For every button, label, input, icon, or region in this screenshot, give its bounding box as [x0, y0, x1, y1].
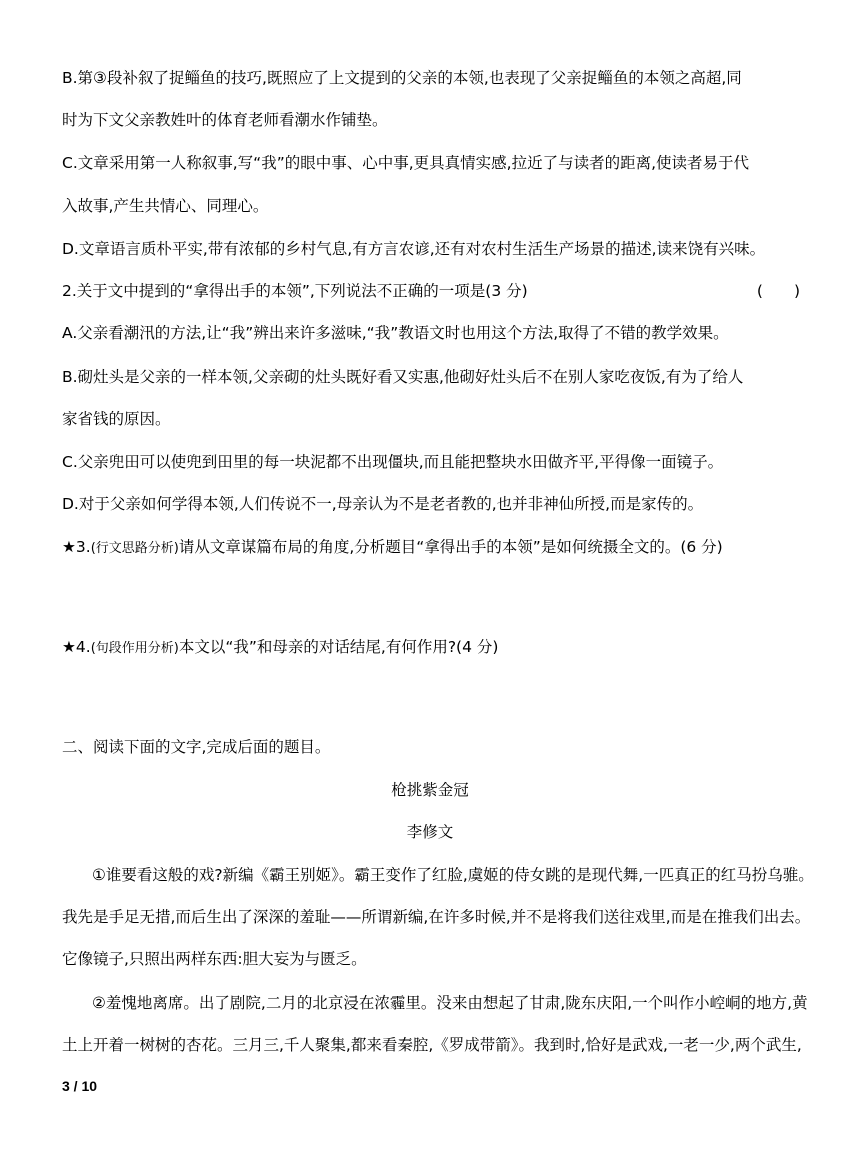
question-3 — [62, 537, 816, 559]
question-4-text: 本文以“我”和母亲的对话结尾,有何作用?(4 分) — [178, 638, 499, 656]
question-type-label: (行文思路分析) — [90, 541, 179, 556]
option-b-line1: B.第③段补叙了捉鲻鱼的技巧,既照应了上文提到的父亲的本领,也表现了父亲捉鲻鱼的本领之高超,同 — [62, 69, 742, 87]
option-b-line2: 时为下文父亲教姓叶的体育老师看潮水作铺垫。 — [62, 111, 388, 129]
q2-option-a: A.父亲看潮汛的方法,让“我”辨出来许多滋味,“我”教语文时也用这个方法,取得了不错的教学效果。 — [62, 324, 729, 342]
paragraph-1-line1: ①谁要看这般的戏?新编《霸王别姬》。霸王变作了红脸,虞姬的侍女跳的是现代舞,一匹真正的红马扮乌骓。 — [92, 866, 814, 884]
paragraph-2-line2: 土上开着一树树的杏花。三月三,千人聚集,都来看秦腔,《罗成带箭》。我到时,恰好是武戏,一老一少,两个武生, — [62, 1036, 802, 1054]
option-c-line1: C.文章采用第一人称叙事,写“我”的眼中事、心中事,更具真情实感,拉近了与读者的距离,使读者易于代 — [62, 154, 750, 172]
paragraph-1-line2: 我先是手足无措,而后生出了深深的羞耻——所谓新编,在许多时候,并不是将我们送往戏里,而是在推我们出去。 — [62, 908, 811, 926]
article-author: 李修文 — [406, 823, 454, 841]
paragraph-2-line1: ②羞愧地离席。出了剧院,二月的北京浸在浓霾里。没来由想起了甘肃,陇东庆阳,一个叫作小崆峒的地方,黄 — [92, 994, 808, 1012]
q2-option-c: C.父亲兜田可以使兜到田里的每一块泥都不出现僵块,而且能把整块水田做齐平,平得像一面镜子。 — [62, 453, 724, 471]
question-type-label: (句段作用分析) — [90, 641, 179, 656]
section-heading: 二、阅读下面的文字,完成后面的题目。 — [62, 738, 331, 756]
option-d-line1: D.文章语言质朴平实,带有浓郁的乡村气息,有方言农谚,还有对农村生活生产场景的描述,读来饶有兴味。 — [62, 240, 766, 258]
q2-option-b-line1: B.砌灶头是父亲的一样本领,父亲砌的灶头既好看又实惠,他砌好灶头后不在别人家吃夜饭,有为了给人 — [62, 368, 744, 386]
question-4 — [62, 637, 816, 659]
question-2-stem: 2.关于文中提到的“拿得出手的本领”,下列说法不正确的一项是(3 分) — [62, 282, 528, 300]
star-prefix: ★4. — [62, 638, 91, 656]
option-c-line2: 入故事,产生共情心、同理心。 — [62, 197, 269, 215]
answer-blank: ( ) — [756, 282, 800, 300]
page-number: 3 / 10 — [62, 1078, 98, 1094]
article-title: 枪挑紫金冠 — [391, 781, 469, 799]
q2-option-b-line2: 家省钱的原因。 — [62, 410, 171, 428]
paragraph-1-line3: 它像镜子,只照出两样东西:胆大妄为与匮乏。 — [62, 950, 367, 968]
star-prefix: ★3. — [62, 538, 91, 556]
q2-option-d: D.对于父亲如何学得本领,人们传说不一,母亲认为不是老者教的,也并非神仙所授,而是家传的。 — [62, 495, 704, 513]
question-3-text: 请从文章谋篇布局的角度,分析题目“拿得出手的本领”是如何统摄全文的。(6 分) — [178, 538, 723, 556]
